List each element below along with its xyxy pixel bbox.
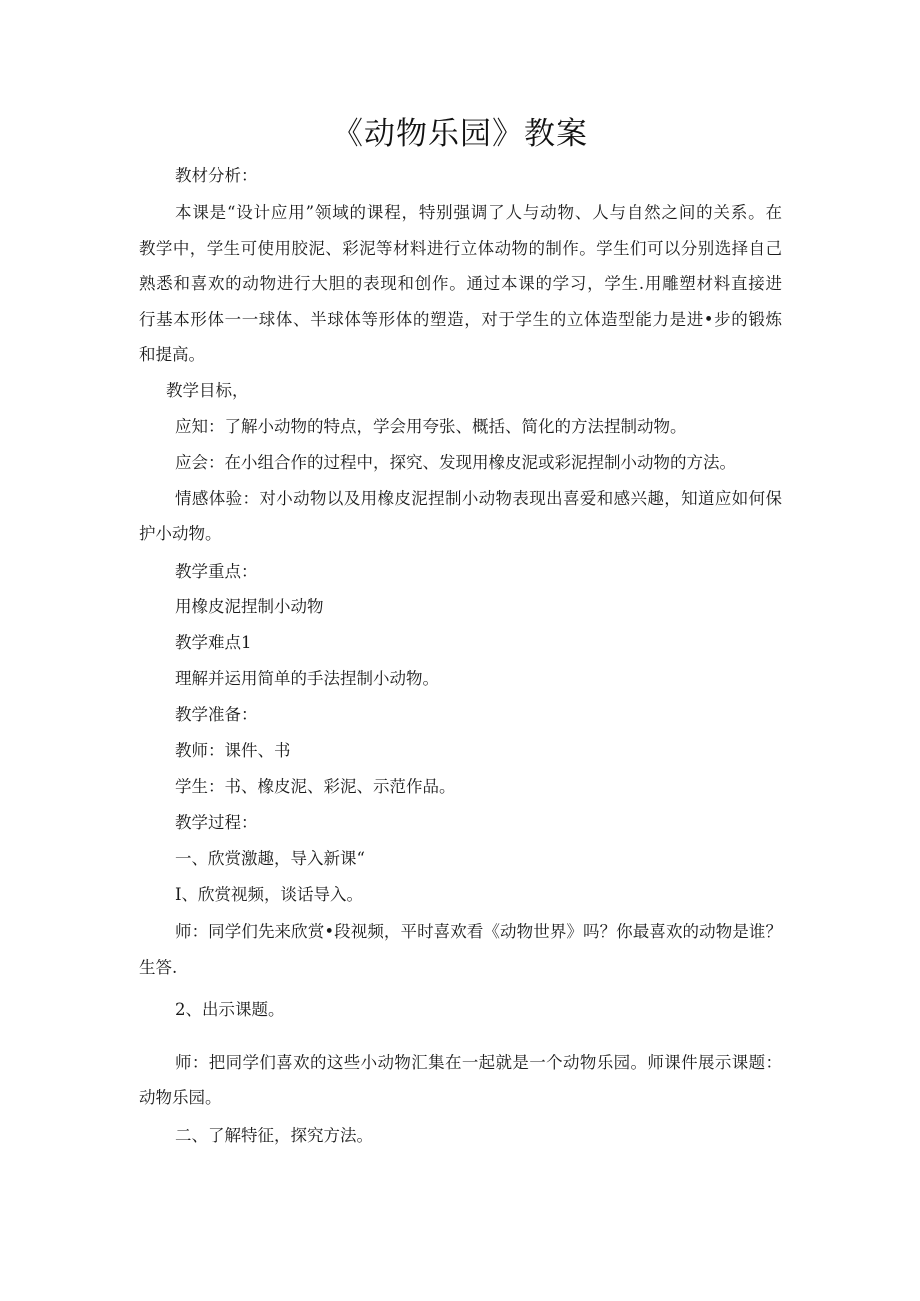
text-line: 动物乐园。 <box>139 1088 222 1107</box>
text-line: 教学过程： <box>175 813 258 832</box>
document-title: 《动物乐园》教案 <box>332 116 588 152</box>
text-line: 理解并运用简单的手法捏制小动物。 <box>175 669 439 688</box>
text-line: 护小动物。 <box>139 524 222 543</box>
text-line: 教学中，学生可使用胶泥、彩泥等材料进行立体动物的制作。学生们可以分别选择自己 <box>139 239 782 258</box>
text-line: 用橡皮泥捏制小动物 <box>175 597 324 616</box>
text-line: 和提高。 <box>139 345 205 364</box>
text-line: 教师：课件、书 <box>175 741 291 760</box>
text-line: 教学难点1 <box>175 633 252 652</box>
text-line: 应会：在小组合作的过程中，探究、发现用橡皮泥或彩泥捏制小动物的方法。 <box>175 453 736 472</box>
text-line: 教材分析： <box>175 166 258 185</box>
text-line: 教学准备： <box>175 705 258 724</box>
text-line: 学生：书、橡皮泥、彩泥、示范作品。 <box>175 777 456 796</box>
text-line: 本课是“设计应用”领域的课程，特别强调了人与动物、人与自然之间的关系。在 <box>175 203 782 222</box>
text-line: 一、欣赏激趣，导入新课“ <box>175 849 365 868</box>
text-line: 教学重点： <box>175 562 258 581</box>
text-line: 生答. <box>139 958 178 977</box>
text-line: 2、出示课题。 <box>175 1000 285 1019</box>
text-line: 教学目标， <box>166 381 249 400</box>
text-line: 师：把同学们喜欢的这些小动物汇集在一起就是一个动物乐园。师课件展示课题： <box>175 1053 782 1072</box>
text-line: 情感体验：对小动物以及用橡皮泥捏制小动物表现出喜爱和感兴趣，知道应如何保 <box>175 489 782 508</box>
text-line: 应知：了解小动物的特点，学会用夸张、概括、简化的方法捏制动物。 <box>175 417 687 436</box>
text-line: 熟悉和喜欢的动物进行大胆的表现和创作。通过本课的学习，学生.用雕塑材料直接进 <box>139 274 782 293</box>
text-line: 二、了解特征，探究方法。 <box>175 1126 373 1145</box>
text-line: 行基本形体一一球体、半球体等形体的塑造，对于学生的立体造型能力是进•步的锻炼 <box>139 310 782 329</box>
text-line: 师：同学们先来欣赏•段视频，平时喜欢看《动物世界》吗？你最喜欢的动物是谁？ <box>175 922 782 941</box>
text-line: I、欣赏视频，谈话导入。 <box>175 885 364 904</box>
